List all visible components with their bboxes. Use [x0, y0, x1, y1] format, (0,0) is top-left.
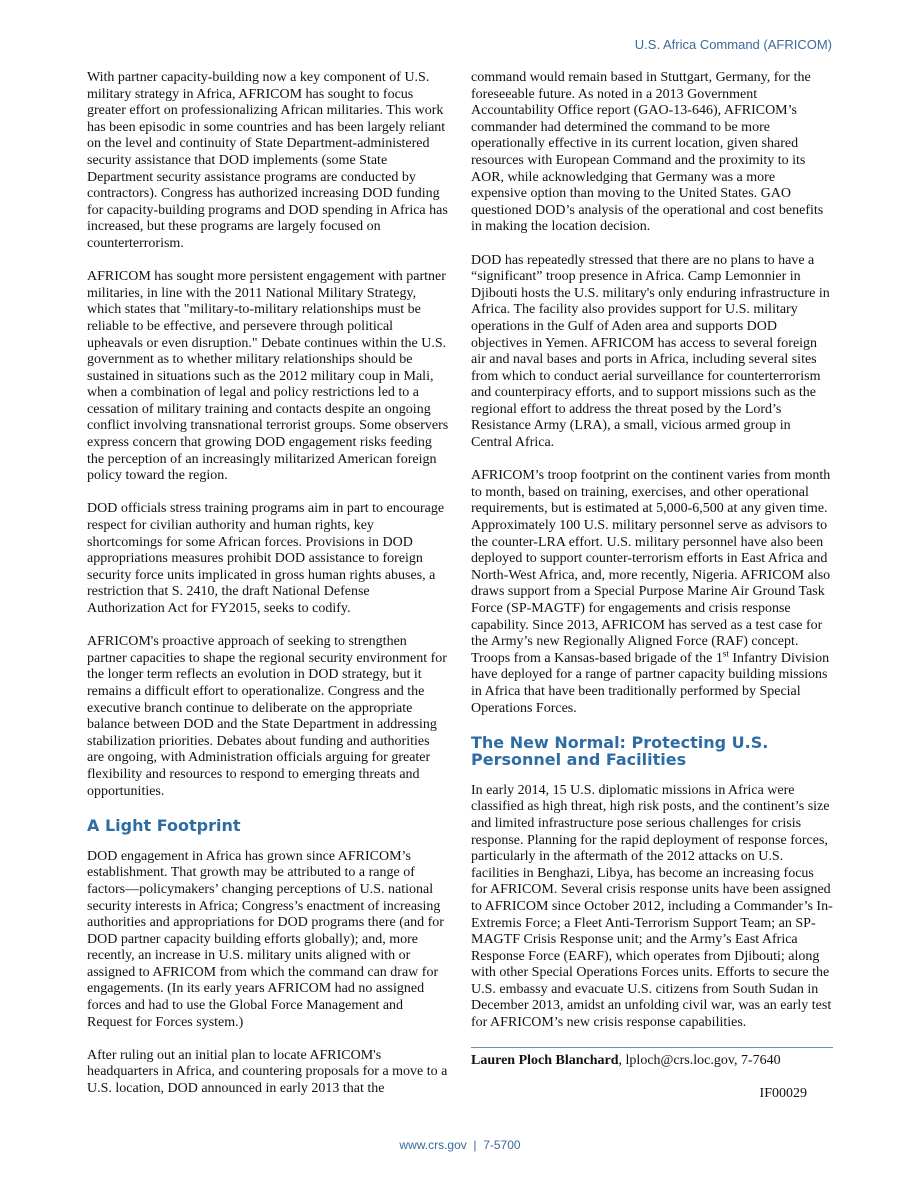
section-heading-new-normal: The New Normal: Protecting U.S. Personnel and Facilities	[471, 732, 769, 769]
running-header: U.S. Africa Command (AFRICOM)	[634, 37, 832, 52]
paragraph: DOD has repeatedly stressed that there are no plans to have a “significant” troop presence in Africa. Camp Lemonnier in Djibouti hosts the U.S. military's only enduring infrastructure in Africa. The facility also provides support for U.S. military operations in the Gulf of Aden area and supports DOD objectives in Yemen. AFRICOM has access to several foreign air and naval bases and ports in Africa, including several sites from which to conduct aerial surveillance for counterterrorism and counterpiracy efforts, and to support missions such as the regional effort to address the threat posed by the Lord’s Resistance Army (LRA), a small, vicious armed group in Central Africa.	[471, 252, 830, 451]
right-column	[471, 70, 833, 1120]
section-heading-light-footprint: A Light Footprint	[87, 815, 241, 835]
paragraph: AFRICOM has sought more persistent engagement with partner militaries, in line with the 2011 National Military Strategy, which states that "military-to-military relationships must be reliable to be effective, and persevere through political upheavals or even disruption." Debate continues within the U.S. government as to whether military relationships should be sustained in situations such as the 2012 military coup in Mali, when a combination of legal and policy restrictions led to a cessation of military training and contacts despite an ongoing conflict involving transnational terrorist groups. Some observers express concern that growing DOD engagement risks feeding the perception of an increasingly militarized American foreign policy toward the region.	[87, 269, 449, 484]
left-column	[87, 70, 449, 1114]
paragraph: DOD officials stress training programs aim in part to encourage respect for civilian authority and human rights, key shortcomings for some African forces. Provisions in DOD appropriations measures prohibit DOD assistance to foreign security force units implicated in gross human rights abuses, a restriction that S. 2410, the draft National Defense Authorization Act for FY2015, seeks to codify.	[87, 501, 445, 616]
paragraph	[471, 468, 833, 717]
author-name: Lauren Ploch Blanchard	[471, 1053, 619, 1069]
paragraph: In early 2014, 15 U.S. diplomatic missions in Africa were classified as high threat, high risk posts, and the continent’s size and limited infrastructure pose serious challenges for crisis response. Planning for the rapid deployment of response forces, particularly in the aftermath of the 2012 attacks on U.S. facilities in Benghazi, Libya, has become an increasing focus for AFRICOM. Several crisis response units have been assigned to AFRICOM since October 2012, including a Commander’s In-Extremis Force; a Fleet Anti-Terrorism Support Team; an SP-MAGTF Crisis Response unit; and the Army’s East Africa Response Force (EARF), which operates from Djibouti; along with other Special Operations Forces units. Efforts to secure the U.S. embassy and evacuate U.S. citizens from South Sudan in December 2013, amidst an unfolding civil war, was an early test for AFRICOM’s new crisis response capabilities.	[471, 782, 833, 1031]
author-contact: , lploch@crs.loc.gov, 7-7640	[618, 1053, 781, 1069]
paragraph: command would remain based in Stuttgart, Germany, for the foreseeable future. As noted in a 2013 Government Accountability Office report (GAO-13-646), AFRICOM’s commander had determined the command to be more operationally effective in its current location, given shared resources with European Command and the proximity to its AOR, while acknowledging that Germany was a more expensive option than moving to the United States. GAO questioned DOD’s analysis of the operational and cost benefits in making the location decision.	[471, 70, 824, 235]
paragraph: After ruling out an initial plan to locate AFRICOM's headquarters in Africa, and countering proposals for a move to a U.S. location, DOD announced in early 2013 that the	[87, 1047, 448, 1097]
paragraph: DOD engagement in Africa has grown since AFRICOM’s establishment. That growth may be attributed to a range of factors—policymakers’ changing perceptions of U.S. national security interests in Africa; Congress’s enactment of increasing authorities and appropriations for DOD programs there (and for DOD partner capacity building efforts globally); and, more recently, an increase in U.S. military units aligned with or assigned to AFRICOM from which the command can draw for engagements. (In its early years AFRICOM had no assigned forces and had to use the Global Force Management and Request for Forces system.)	[87, 848, 444, 1030]
footer: www.crs.gov | 7-5700	[399, 1138, 521, 1152]
ordinal-superscript: st	[722, 648, 729, 659]
report-id: IF00029	[759, 1086, 807, 1102]
author-line	[471, 1053, 833, 1070]
paragraph: With partner capacity-building now a key component of U.S. military strategy in Africa, AFRICOM has sought to focus greater effort on professionalizing African militaries. This work has been episodic in some countries and has been largely reliant on the level and continuity of State Department-administered security assistance that DOD implements (some State Department security assistance programs are conducted by contractors). Congress has authorized increasing DOD funding for capacity-building programs and DOD spending in Africa has increased, but these programs are largely focused on counterterrorism.	[87, 70, 448, 251]
paragraph-text: Infantry Division have deployed for a range of partner capacity building missions in Africa that have been traditionally performed by Special Operations Forces.	[471, 650, 830, 716]
paragraph-text: AFRICOM’s troop footprint on the continent varies from month to month, based on training, exercises, and other operational requirements, but is estimated at 5,000-6,500 at any given time. Approximately 100 U.S. military personnel serve as advisors to the counter-LRA effort. U.S. military personnel have also been deployed to support counter-terrorism efforts in East Africa and North-West Africa, and, more recently, Nigeria. AFRICOM also draws support from a Special Purpose Marine Air Ground Task Force (SP-MAGTF) for engagements and crisis response capability. Since 2013, AFRICOM has served as a test case for the Army’s new Regionally Aligned Force (RAF) concept. Troops from a Kansas-based brigade of the 1	[471, 468, 831, 666]
divider	[471, 1047, 833, 1048]
paragraph: AFRICOM's proactive approach of seeking to strengthen partner capacities to shape the regional security environment for the longer term reflects an evolution in DOD strategy, but it remains a difficult effort to operationalize. Congress and the executive branch continue to deliberate on the appropriate balance between DOD and the State Department in addressing stabilization priorities. Debates about funding and authorities are ongoing, with Administration officials arguing for greater flexibility and resources to respond to emerging threats and opportunities.	[87, 634, 447, 799]
